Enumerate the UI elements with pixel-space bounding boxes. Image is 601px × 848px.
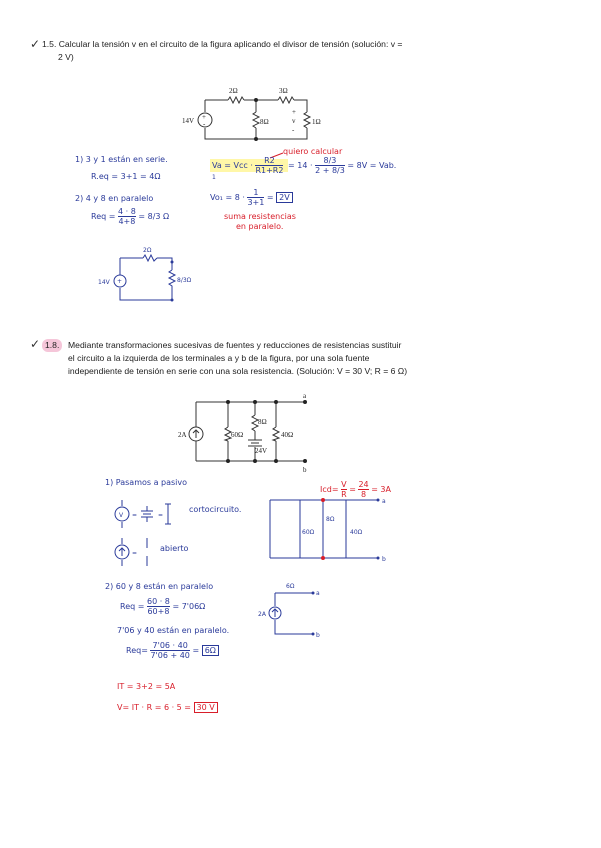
s3-den: 7'06 + 40 [150, 651, 190, 660]
label-2a: 2A [178, 431, 187, 439]
symbol-voltage-short [115, 500, 171, 528]
quiero-calcular: quiero calcular [283, 147, 343, 156]
norton-label-b: b [316, 632, 320, 639]
v-result-box: 30 V [194, 702, 218, 713]
mini-source-plus: + [117, 278, 123, 285]
norton-circuit [269, 592, 315, 636]
symbol-current-open [115, 538, 147, 566]
icd-equation [320, 480, 391, 499]
svg-text:=: = [158, 512, 164, 519]
divider-num: R2 [255, 156, 283, 166]
icd-rhs: = 3A [371, 485, 391, 494]
icd-d2: 8 [361, 490, 367, 499]
suma-line2: en paralelo. [236, 222, 284, 231]
svg-text:=: = [132, 550, 138, 557]
label-40-ohm: 40Ω [281, 431, 294, 439]
icd-n1: V [341, 480, 347, 489]
step2-text: 2) 4 y 8 en paralelo [75, 194, 154, 203]
step2-paralelo: 2) 60 y 8 están en paralelo [105, 582, 214, 591]
s2-num: 60 · 8 [147, 597, 170, 606]
source-minus-sign: - [203, 120, 206, 128]
label-v-minus: - [292, 126, 295, 134]
s3-result-box: 6Ω [202, 645, 219, 656]
norton-label-r: 6Ω [286, 583, 295, 590]
divider-subscript: 1 [212, 174, 216, 181]
passive-circuit [270, 498, 380, 560]
label-24v: 24V [255, 447, 268, 455]
it-equation: IT = 3+2 = 5A [117, 682, 176, 691]
v-lhs: V= IT · R = 6 · 5 = [117, 703, 191, 712]
step1-text: 1) 3 y 1 están en serie. [75, 155, 168, 164]
terminal-a [303, 400, 307, 404]
icd-d1: R [341, 490, 347, 499]
step2-den: 4+8 [118, 217, 136, 226]
step2-rhs: = 8/3 Ω [138, 212, 170, 221]
label-b: b [303, 466, 307, 474]
step2-req [120, 597, 205, 616]
suma-line1: suma resistencias [224, 212, 296, 221]
check-mark-1-8: ✓ [30, 337, 41, 351]
s2-lhs: Req = [120, 602, 145, 611]
divider-den: R1+R2 [255, 166, 284, 175]
v-equation [117, 703, 218, 712]
icd-n2: 24 [358, 480, 369, 489]
step3-req [126, 641, 219, 660]
pc-label-8: 8Ω [326, 516, 335, 523]
battery-24v [248, 440, 262, 446]
label-1-ohm: 1Ω [312, 118, 321, 126]
resistor-40-ohm [273, 427, 279, 441]
problem-1-8-line2: el circuito a la izquierda de los terminales a y b de la figura, por una sola fuente [68, 353, 370, 363]
problem-1-8-line1: Mediante transformaciones sucesivas de fuentes y reducciones de resistencias sustituir [68, 340, 402, 350]
divider-den2: 2 + 8/3 [315, 166, 345, 175]
label-60-ohm: 60Ω [231, 431, 244, 439]
label-8-ohm: 8Ω [260, 118, 269, 126]
norton-label-src: 2A [258, 611, 266, 618]
norton-label-a: a [316, 590, 320, 597]
pc-label-b: b [382, 556, 386, 563]
svg-text:V: V [119, 512, 124, 519]
problem-1-5-line2: 2 V) [58, 52, 74, 62]
label-14v: 14V [182, 117, 195, 125]
pc-label-60: 60Ω [302, 529, 315, 536]
problem-1-8-line3: independiente de tensión en serie con una sola resistencia. (Solución: V = 30 V; R = 6 Ω) [68, 366, 408, 376]
pc-label-40: 40Ω [350, 529, 363, 536]
mini-label-src: 14V [98, 279, 110, 286]
divider-lhs: Va = Vcc · [212, 161, 253, 170]
s3-eq: = [192, 646, 200, 655]
short-label: cortocircuito. [189, 505, 242, 514]
check-mark-1-5: ✓ [30, 37, 41, 51]
mini-label-r: 2Ω [143, 247, 152, 254]
open-label: abierto [160, 544, 189, 553]
label-v: v [292, 117, 296, 125]
terminal-b [303, 459, 307, 463]
svg-text:=: = [132, 512, 138, 519]
vo-den: 3+1 [247, 198, 265, 207]
label-v-plus: + [292, 108, 296, 116]
icd-lhs: Icd= [320, 485, 339, 494]
vo-lhs: Vo₁ = 8 · [210, 193, 245, 202]
step2-lhs: Req = [91, 212, 116, 221]
s3-lhs: Req= [126, 646, 148, 655]
problem-1-5-line1: 1.5. Calcular la tensión v en el circuito de la figura aplicando el divisor de tensión (solución: v = [42, 39, 403, 49]
step-pasivo: 1) Pasamos a pasivo [105, 478, 188, 487]
divider-num2: 8/3 [315, 156, 345, 166]
label-a: a [303, 392, 307, 400]
step2-num: 4 · 8 [118, 207, 136, 216]
divider-rhs: = 8V = Vab. [347, 161, 397, 170]
vo-num: 1 [247, 188, 264, 198]
icd-eq: = [349, 485, 356, 494]
mini-label-req: 8/3Ω [177, 277, 192, 284]
step1-equation: R.eq = 3+1 = 4Ω [91, 172, 161, 181]
label-8-ohm-b: 8Ω [258, 418, 267, 426]
label-3-ohm: 3Ω [279, 87, 288, 95]
divider-mid: = 14 · [288, 161, 313, 170]
problem-1-8-number: 1.8. [42, 339, 62, 352]
vo-eq: = [266, 193, 274, 202]
step3-paralelo: 7'06 y 40 están en paralelo. [117, 626, 230, 635]
pc-label-a: a [382, 498, 386, 505]
label-2-ohm: 2Ω [229, 87, 238, 95]
vo-result-box: 2V [276, 192, 293, 203]
s2-rhs: = 7'06Ω [172, 602, 206, 611]
s3-num: 7'06 · 40 [150, 641, 189, 651]
source-plus-sign: + [202, 113, 206, 121]
s2-den: 60+8 [147, 607, 170, 616]
